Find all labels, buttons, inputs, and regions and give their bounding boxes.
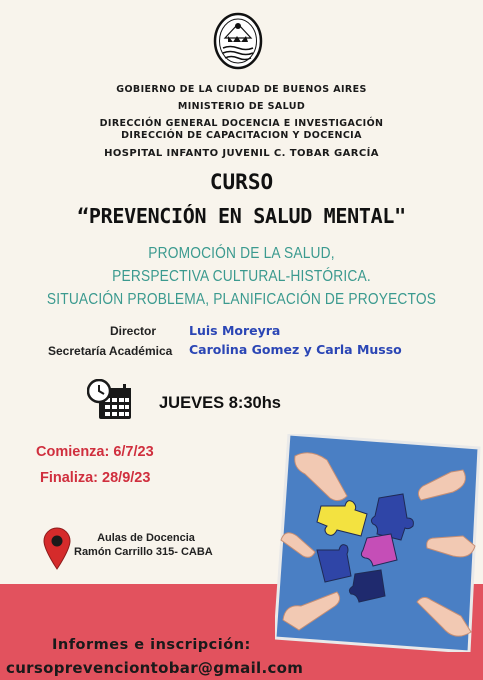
secretary-label: Secretaría Académica <box>48 344 173 358</box>
location-line-1: Aulas de Docencia <box>97 532 195 544</box>
topic-line-1: PROMOCIÓN DE LA SALUD, <box>148 245 335 262</box>
topic-line-3: SITUACIÓN PROBLEMA, PLANIFICACIÓN DE PROYECTOS <box>46 291 437 308</box>
location-pin-icon <box>42 526 72 570</box>
topic-line-2: PERSPECTIVA CULTURAL-HISTÓRICA. <box>112 268 371 285</box>
course-title: “PREVENCIÓN EN SALUD MENTAL" <box>77 204 406 228</box>
clock-calendar-icon <box>87 379 133 421</box>
director-name: Luis Moreyra <box>189 323 281 338</box>
puzzle-hands-illustration <box>275 434 483 652</box>
org-line-direction-general: DIRECCIÓN GENERAL DOCENCIA E INVESTIGACIÓN <box>99 118 384 129</box>
start-date: Comienza: 6/7/23 <box>36 444 154 460</box>
secretary-names: Carolina Gomez y Carla Musso <box>189 342 402 357</box>
schedule-time: JUEVES 8:30hs <box>159 394 281 412</box>
info-label: Informes e inscripción: <box>52 637 251 653</box>
course-label: CURSO <box>209 170 274 194</box>
contact-email[interactable]: cursoprevenciontobar@gmail.com <box>6 659 304 677</box>
director-label: Director <box>110 324 157 338</box>
city-seal-logo <box>213 12 263 70</box>
org-line-hospital: HOSPITAL INFANTO JUVENIL C. TOBAR GARCÍA <box>104 148 379 159</box>
end-date: Finaliza: 28/9/23 <box>40 470 151 486</box>
org-line-direction-training: DIRECCIÓN DE CAPACITACION Y DOCENCIA <box>121 130 362 141</box>
location-line-2: Ramón Carrillo 315- CABA <box>74 546 213 558</box>
org-line-government: GOBIERNO DE LA CIUDAD DE BUENOS AIRES <box>116 84 367 95</box>
org-line-ministry: MINISTERIO DE SALUD <box>177 101 306 112</box>
